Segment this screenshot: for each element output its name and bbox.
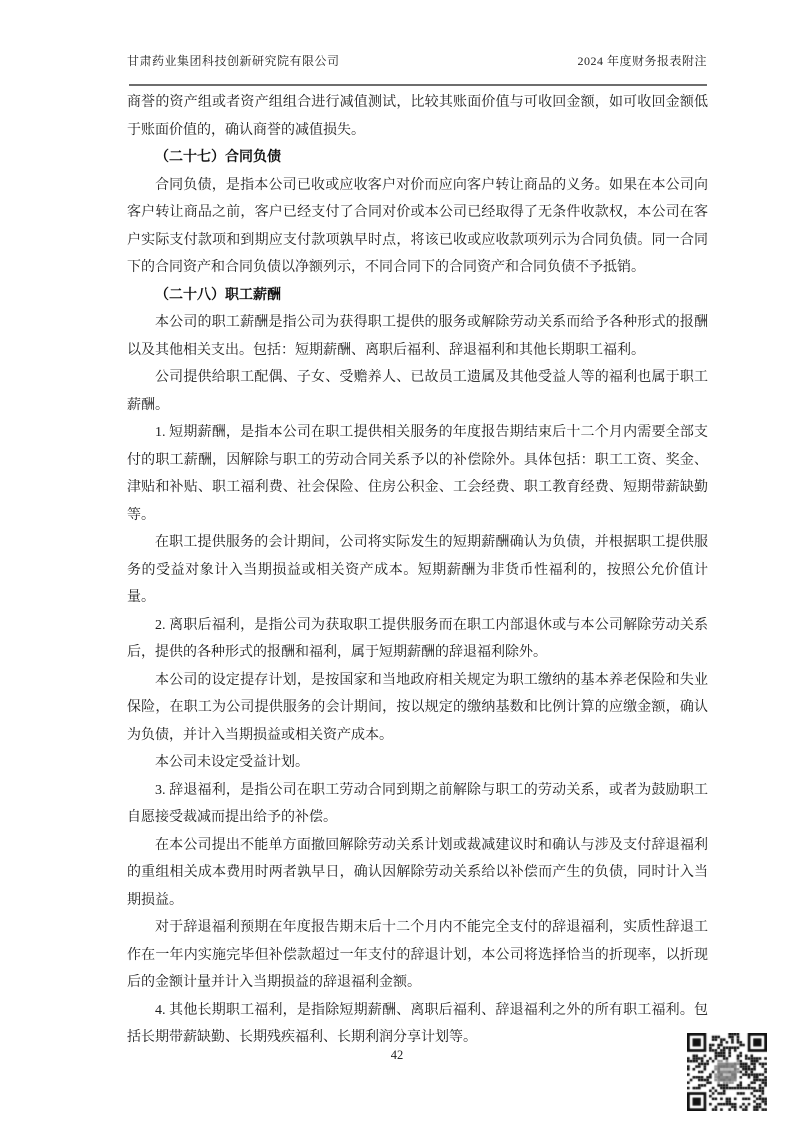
body-paragraph: 本公司的职工薪酬是指公司为获得职工提供的服务或解除劳动关系而给予各种形式的报酬以及其他相关支出。包括：短期薪酬、离职后福利、辞退福利和其他长期职工福利。 <box>127 315 708 358</box>
qr-code-icon <box>687 1033 767 1111</box>
body-paragraph: 商誉的资产组或者资产组组合进行减值测试，比较其账面价值与可收回金额，如可收回金额低于账面价值的，确认商誉的减值损失。 <box>127 95 708 138</box>
page-number: 42 <box>390 1048 404 1062</box>
body-paragraph: 对于辞退福利预期在年度报告期末后十二个月内不能完全支付的辞退福利，实质性辞退工作在一年内实施完毕但补偿款超过一年支付的辞退计划，本公司将选择恰当的折现率，以折现后的金额计量并计入当期损益的辞退福利金额。 <box>127 920 708 990</box>
body-paragraph: 公司提供给职工配偶、子女、受赡养人、已故员工遗属及其他受益人等的福利也属于职工薪酬。 <box>127 370 708 413</box>
body-paragraph: 4. 其他长期职工福利，是指除短期薪酬、离职后福利、辞退福利之外的所有职工福利。包括长期带薪缺勤、长期残疾福利、长期利润分享计划等。 <box>127 1002 708 1045</box>
document-body <box>127 89 708 1052</box>
body-paragraph: 在本公司提出不能单方面撤回解除劳动关系计划或裁减建议时和确认与涉及支付辞退福利的重组相关成本费用时两者孰早日，确认因解除劳动关系给以补偿而产生的负债，同时计入当期损益。 <box>127 837 708 908</box>
body-paragraph: 在职工提供服务的会计期间，公司将实际发生的短期薪酬确认为负债，并根据职工提供服务的受益对象计入当期损益或相关资产成本。短期薪酬为非货币性福利的，按照公允价值计量。 <box>127 535 708 605</box>
body-paragraph: 本公司未设定受益计划。 <box>155 755 309 770</box>
body-paragraph: 3. 辞退福利，是指公司在职工劳动合同到期之前解除与职工的劳动关系，或者为鼓励职工自愿接受裁减而提出给予的补偿。 <box>127 782 708 825</box>
page-header <box>127 52 707 69</box>
section-heading: （二十七）合同负债 <box>155 150 281 165</box>
section-heading: （二十八）职工薪酬 <box>155 287 281 303</box>
body-paragraph: 1. 短期薪酬，是指本公司在职工提供相关服务的年度报告期结束后十二个月内需要全部支付的职工薪酬，因解除与职工的劳动合同关系予以的补偿除外。具体包括：职工工资、奖金、津贴和补贴、职工福利费、社会保险、住房公积金、工会经费、职工教育经费、短期带薪缺勤等。 <box>127 425 708 523</box>
body-paragraph: 合同负债，是指本公司已收或应收客户对价而应向客户转让商品的义务。如果在本公司向客户转让商品之前，客户已经支付了合同对价或本公司已经取得了无条件收款权，本公司在客户实际支付款项和到期应支付款项孰早时点，将该已收或应收款项列示为合同负债。同一合同下的合同资产和合同负债以净额列示，不同合同下的合同资产和合同负债不予抵销。 <box>127 177 708 275</box>
header-company-name: 甘肃药业集团科技创新研究院有限公司 <box>127 54 340 68</box>
body-paragraph: 本公司的设定提存计划，是按国家和当地政府相关规定为职工缴纳的基本养老保险和失业保险，在职工为公司提供服务的会计期间，按以规定的缴纳基数和比例计算的应缴金额，确认为负债，并计入当期损益或相关资产成本。 <box>127 672 708 743</box>
header-rule <box>129 84 707 86</box>
body-paragraph: 2. 离职后福利，是指公司为获取职工提供服务而在职工内部退休或与本公司解除劳动关系后，提供的各种形式的报酬和福利，属于短期薪酬的辞退福利除外。 <box>127 617 708 660</box>
header-doc-title: 2024 年度财务报表附注 <box>577 54 707 68</box>
